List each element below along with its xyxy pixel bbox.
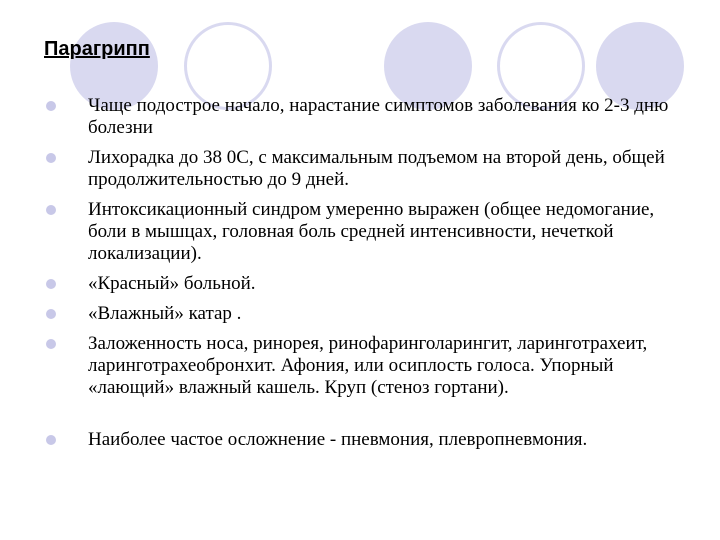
bullet-text: Лихорадка до 38 0С, с максимальным подъемом на второй день, общей продолжительностью до 9 дней. [88, 147, 665, 190]
bullet-text: «Влажный» катар . [88, 303, 242, 324]
bullet-list [44, 95, 674, 451]
list-item [44, 303, 674, 325]
bullet-text: Чаще подострое начало, нарастание симптомов заболевания ко 2-3 дню болезни [88, 95, 669, 138]
list-item [44, 273, 674, 295]
bullet-icon [46, 153, 56, 163]
list-item [44, 199, 674, 265]
bullet-text: Наиболее частое осложнение - пневмония, плевропневмония. [88, 429, 588, 450]
bullet-text: Интоксикационный синдром умеренно выражен (общее недомогание, боли в мышцах, головная боль средней интенсивности, нечеткой локализации). [88, 199, 655, 264]
bullet-icon [46, 339, 56, 349]
list-item [44, 95, 674, 139]
list-item [44, 333, 674, 399]
slide-title: Парагрипп [44, 38, 150, 60]
list-item [44, 429, 674, 451]
bullet-text: Заложенность носа, ринорея, ринофаринголарингит, ларинготрахеит, ларинготрахеобронхит. Афония, или осиплость голоса. Упорный «лающий» влажный кашель. Круп (стеноз гортани). [88, 333, 648, 398]
bullet-icon [46, 101, 56, 111]
bullet-icon [46, 435, 56, 445]
bullet-text: «Красный» больной. [88, 273, 256, 294]
list-item [44, 147, 674, 191]
bullet-icon [46, 279, 56, 289]
bullet-icon [46, 205, 56, 215]
bullet-icon [46, 309, 56, 319]
